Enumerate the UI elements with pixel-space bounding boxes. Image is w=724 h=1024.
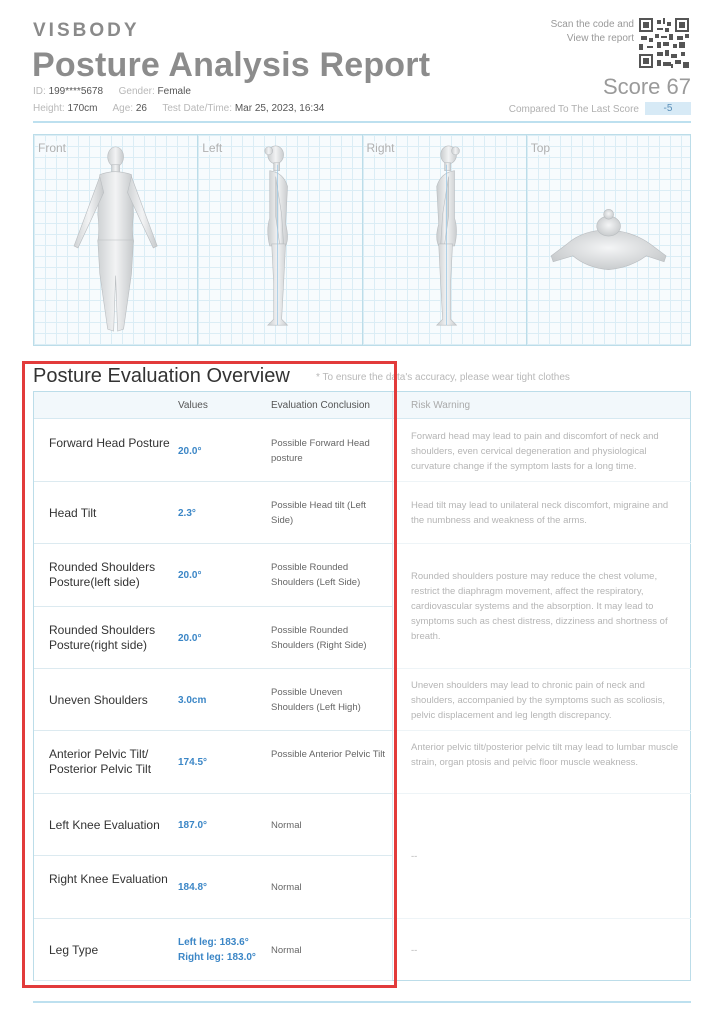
risk-cell xyxy=(393,794,691,919)
scan-line-2: View the report xyxy=(566,33,634,44)
body-top-icon xyxy=(527,135,690,345)
risk-cell xyxy=(393,482,691,544)
view-top[interactable] xyxy=(527,135,690,345)
row-item: Left Knee Evaluation xyxy=(49,818,160,832)
risk-text: -- xyxy=(411,851,418,862)
qr-code-icon[interactable] xyxy=(639,18,689,68)
row-item: Right Knee Evaluation xyxy=(49,872,168,886)
risk-cell xyxy=(393,669,691,731)
row-conclusion: Possible Rounded Shoulders (Right Side) xyxy=(271,625,367,651)
row-conclusion: Possible Anterior Pelvic Tilt xyxy=(271,749,386,760)
age-value: 26 xyxy=(135,103,147,114)
row-value: 20.0° xyxy=(178,446,202,457)
highlight-box xyxy=(22,361,397,988)
id-value: 199****5678 xyxy=(48,86,104,97)
view-right[interactable] xyxy=(363,135,527,345)
date-value: Mar 25, 2023, 16:34 xyxy=(234,103,325,114)
user-id-row xyxy=(33,86,191,97)
row-conclusion: Possible Uneven Shoulders (Left High) xyxy=(271,687,361,713)
scan-hint xyxy=(551,18,634,46)
row-item: Forward Head Posture xyxy=(49,436,170,450)
row-conclusion: Normal xyxy=(271,882,302,893)
risk-cell xyxy=(393,731,691,794)
gender-value: Female xyxy=(157,86,191,97)
view-front-label: Front xyxy=(38,141,67,155)
overview-note: * To ensure the data's accuracy, please wear tight clothes xyxy=(316,372,570,383)
row-value: 20.0° xyxy=(178,570,202,581)
row-item: Uneven Shoulders xyxy=(49,693,148,707)
risk-text: Anterior pelvic tilt/posterior pelvic tilt may lead to lumbar muscle strain, organ ptosis and pelvic floor muscle weakness. xyxy=(411,742,679,768)
user-info-row xyxy=(33,103,324,114)
risk-text: Uneven shoulders may lead to chronic pain of neck and shoulders, accompanied by the symptoms such as scoliosis, pelvic displacement and leg length discrepancy. xyxy=(411,680,665,721)
row-item: Rounded Shoulders Posture(right side) xyxy=(49,623,156,652)
body-views-panel xyxy=(33,134,691,346)
row-item: Rounded Shoulders Posture(left side) xyxy=(49,560,156,589)
row-value: 2.3° xyxy=(178,508,196,519)
risk-text: Head tilt may lead to unilateral neck discomfort, migraine and the numbness and weakness of the arms. xyxy=(411,500,669,526)
overview-title: Posture Evaluation Overview xyxy=(33,365,290,387)
row-item: Anterior Pelvic Tilt/ Posterior Pelvic Tilt xyxy=(49,747,152,776)
risk-text: Rounded shoulders posture may reduce the chest volume, restrict the diaphragm movement, affect the respiratory, cardiovascular systems and the absorption. It may lead to symptoms such as chest distress, dizziness and shortness of breath. xyxy=(411,571,668,642)
row-conclusion: Normal xyxy=(271,820,302,831)
risk-cell xyxy=(393,420,691,482)
row-conclusion: Possible Head tilt (Left Side) xyxy=(271,500,367,526)
view-front[interactable] xyxy=(34,135,198,345)
body-front-icon xyxy=(34,135,197,345)
score-value: Score 67 xyxy=(602,74,691,99)
scan-line-1: Scan the code and xyxy=(550,19,634,30)
row-value: Left leg: 183.6° xyxy=(178,937,249,948)
risk-cell xyxy=(393,544,691,669)
header-divider xyxy=(33,121,691,123)
header-risk: Risk Warning xyxy=(411,400,471,411)
row-conclusion: Possible Rounded Shoulders (Left Side) xyxy=(271,562,361,588)
row-value: 20.0° xyxy=(178,633,202,644)
row-value: 3.0cm xyxy=(178,695,207,706)
row-conclusion: Possible Forward Head posture xyxy=(271,438,370,464)
risk-text: Forward head may lead to pain and discomfort of neck and shoulders, even cervical degeneration and physiological curvature change if the symptom lasts for a long time. xyxy=(411,431,659,472)
risk-cell xyxy=(393,919,691,981)
brand-logo: VISBODY xyxy=(33,20,140,41)
view-right-label: Right xyxy=(366,141,395,155)
report-title: Posture Analysis Report xyxy=(32,46,431,84)
header-values: Values xyxy=(178,400,208,411)
header-conclusion: Evaluation Conclusion xyxy=(271,400,370,411)
row-value: 174.5° xyxy=(178,757,208,768)
date-label: Test Date/Time: xyxy=(162,103,233,114)
row-conclusion: Normal xyxy=(271,945,302,956)
age-label: Age: xyxy=(112,103,134,114)
view-left-label: Left xyxy=(202,141,223,155)
risk-text: -- xyxy=(411,945,418,956)
height-label: Height: xyxy=(33,103,65,114)
row-value: 184.8° xyxy=(178,882,208,893)
gender-label: Gender: xyxy=(118,86,155,97)
score-diff-badge: -5 xyxy=(645,102,691,115)
body-right-icon xyxy=(363,135,526,345)
row-item: Head Tilt xyxy=(49,506,97,520)
height-value: 170cm xyxy=(67,103,98,114)
footer-divider xyxy=(33,1001,691,1003)
row-value-2: Right leg: 183.0° xyxy=(178,952,256,963)
compare-label: Compared To The Last Score xyxy=(508,104,639,115)
row-value: 187.0° xyxy=(178,820,208,831)
view-top-label: Top xyxy=(530,141,551,155)
view-left[interactable] xyxy=(198,135,362,345)
body-left-icon xyxy=(198,135,361,345)
row-item: Leg Type xyxy=(49,943,99,957)
id-label: ID: xyxy=(33,86,46,97)
